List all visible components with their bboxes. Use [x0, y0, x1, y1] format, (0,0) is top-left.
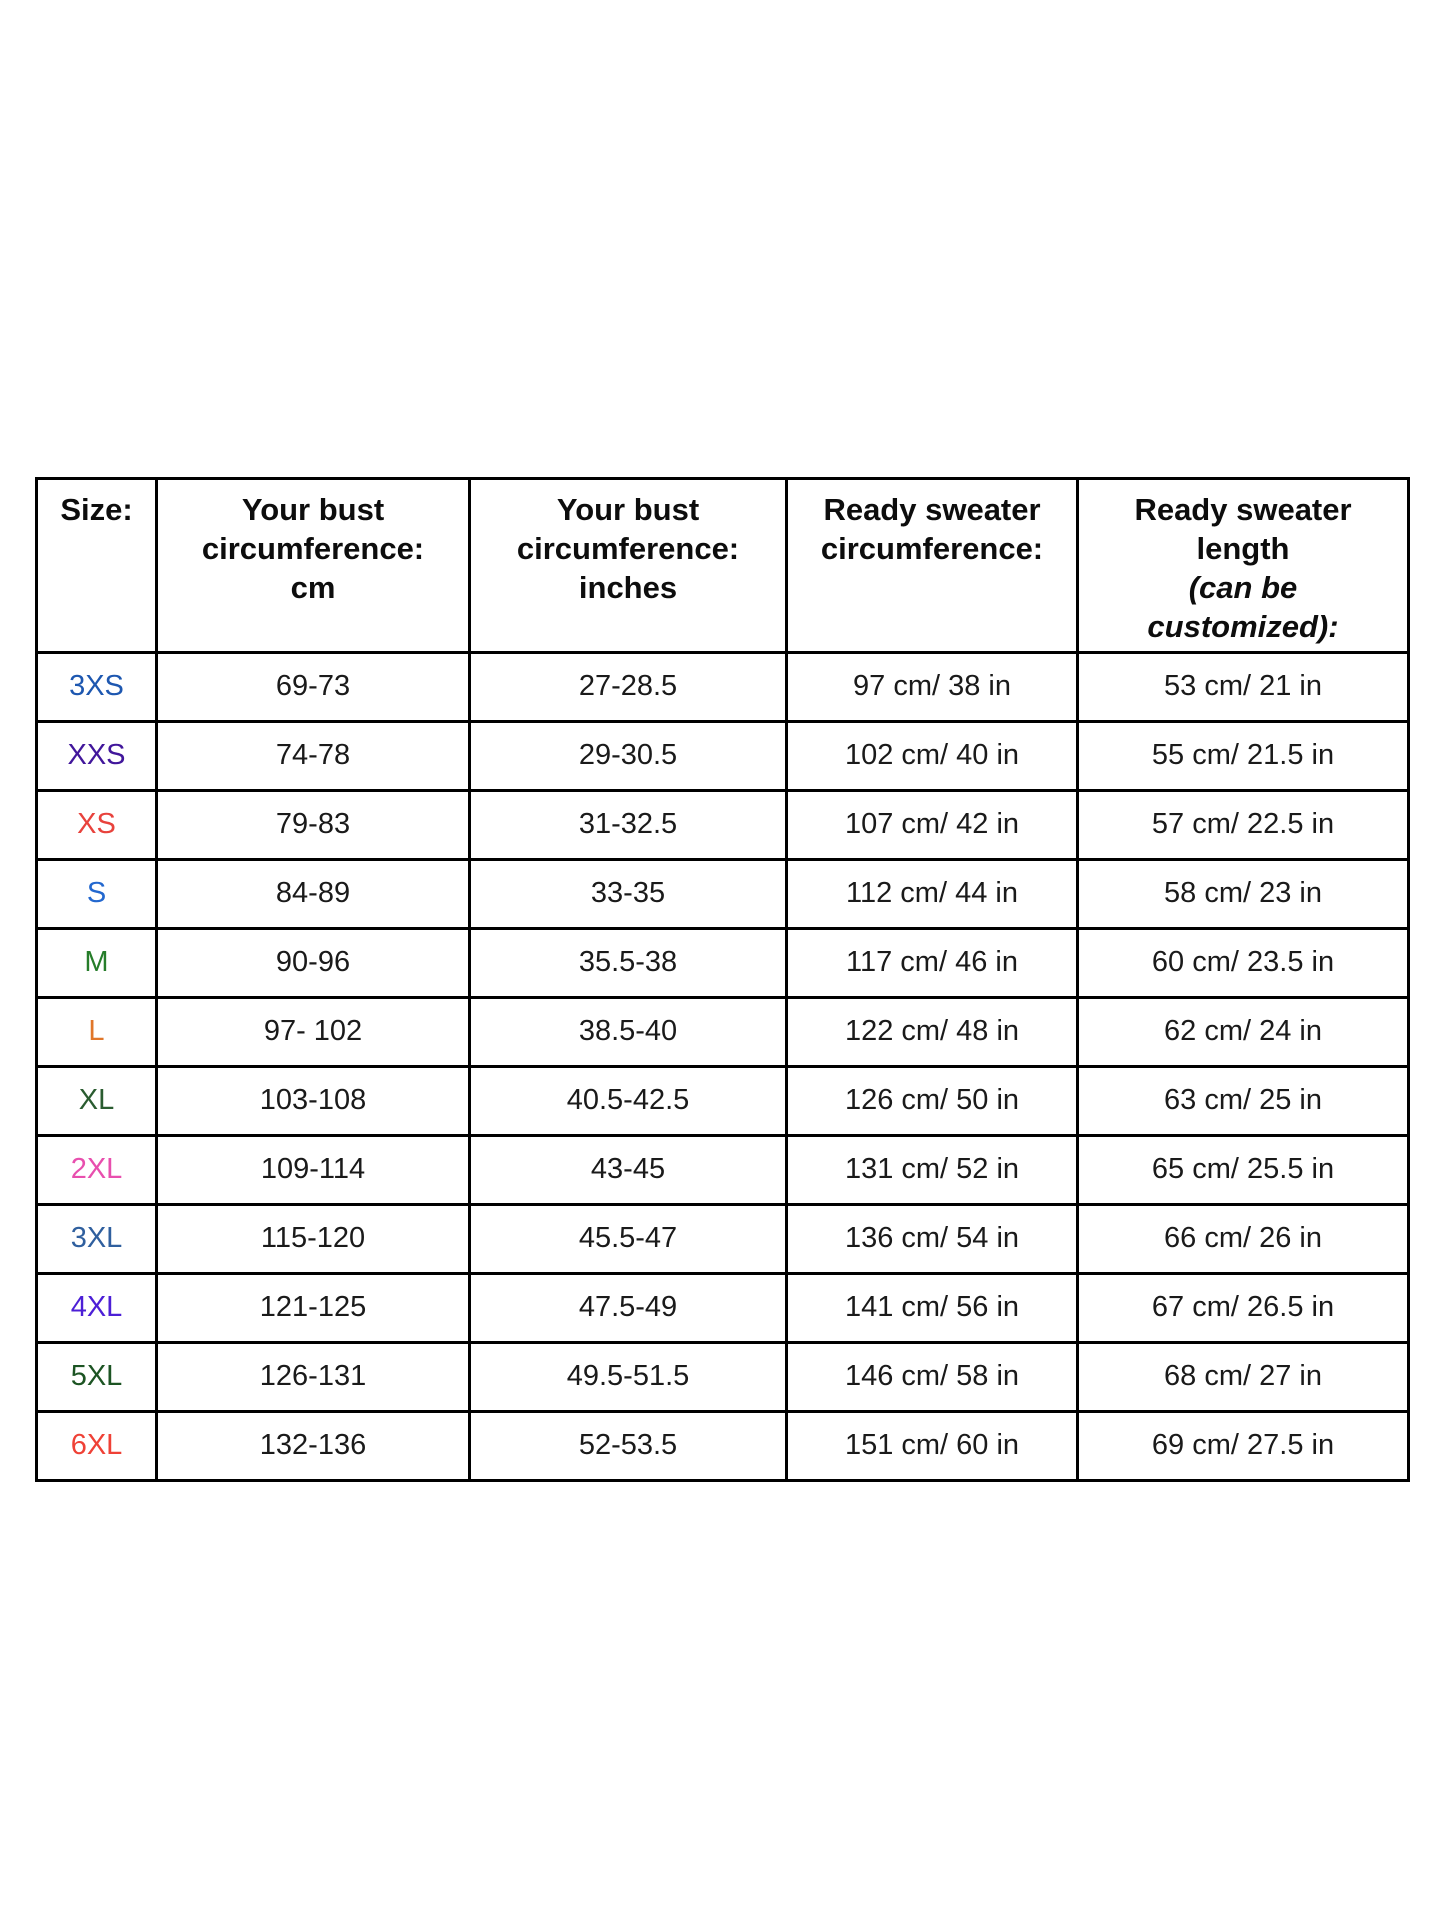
sweater-circumference-cell: 112 cm/ 44 in	[787, 860, 1078, 929]
sweater-length-cell: 55 cm/ 21.5 in	[1078, 722, 1409, 791]
bust-cm-cell: 103-108	[157, 1067, 470, 1136]
col-header-size	[37, 479, 157, 653]
table-row	[37, 653, 1409, 722]
bust-inches-cell: 47.5-49	[470, 1274, 787, 1343]
bust-inches-cell: 40.5-42.5	[470, 1067, 787, 1136]
bust-inches-cell: 29-30.5	[470, 722, 787, 791]
bust-cm-cell: 74-78	[157, 722, 470, 791]
sweater-length-cell: 65 cm/ 25.5 in	[1078, 1136, 1409, 1205]
sweater-length-cell: 63 cm/ 25 in	[1078, 1067, 1409, 1136]
table-row	[37, 860, 1409, 929]
sweater-length-cell: 60 cm/ 23.5 in	[1078, 929, 1409, 998]
table-row	[37, 1412, 1409, 1481]
bust-cm-cell: 97- 102	[157, 998, 470, 1067]
sweater-length-cell: 62 cm/ 24 in	[1078, 998, 1409, 1067]
header-line: Ready sweater	[1134, 492, 1352, 527]
sweater-circumference-cell: 122 cm/ 48 in	[787, 998, 1078, 1067]
sweater-circumference-cell: 126 cm/ 50 in	[787, 1067, 1078, 1136]
size-label: XS	[37, 791, 157, 860]
bust-inches-cell: 45.5-47	[470, 1205, 787, 1274]
col-header-bust-inches	[470, 479, 787, 653]
header-line: length	[1196, 531, 1290, 567]
col-header-sweater-circumference	[787, 479, 1078, 653]
size-label: 2XL	[37, 1136, 157, 1205]
table-row	[37, 1343, 1409, 1412]
table-row	[37, 722, 1409, 791]
header-row	[37, 479, 1409, 653]
sweater-length-cell: 66 cm/ 26 in	[1078, 1205, 1409, 1274]
bust-inches-cell: 35.5-38	[470, 929, 787, 998]
sweater-circumference-cell: 136 cm/ 54 in	[787, 1205, 1078, 1274]
sweater-length-cell: 69 cm/ 27.5 in	[1078, 1412, 1409, 1481]
table-row	[37, 1274, 1409, 1343]
col-header-sweater-length	[1078, 479, 1409, 653]
header-line: inches	[578, 570, 678, 606]
size-label: XL	[37, 1067, 157, 1136]
table-row	[37, 1067, 1409, 1136]
bust-inches-cell: 43-45	[470, 1136, 787, 1205]
size-label: XXS	[37, 722, 157, 791]
sweater-length-cell: 53 cm/ 21 in	[1078, 653, 1409, 722]
header-line-italic: customized):	[1147, 609, 1339, 645]
size-label: 3XL	[37, 1205, 157, 1274]
size-chart-table	[35, 477, 1410, 1482]
bust-cm-cell: 79-83	[157, 791, 470, 860]
size-label: 6XL	[37, 1412, 157, 1481]
header-line-italic: (can be	[1188, 570, 1298, 606]
sweater-length-cell: 57 cm/ 22.5 in	[1078, 791, 1409, 860]
bust-inches-cell: 31-32.5	[470, 791, 787, 860]
bust-cm-cell: 126-131	[157, 1343, 470, 1412]
header-line: Size:	[60, 492, 133, 527]
bust-inches-cell: 38.5-40	[470, 998, 787, 1067]
sweater-length-cell: 68 cm/ 27 in	[1078, 1343, 1409, 1412]
size-label: S	[37, 860, 157, 929]
bust-cm-cell: 132-136	[157, 1412, 470, 1481]
sweater-length-cell: 67 cm/ 26.5 in	[1078, 1274, 1409, 1343]
sweater-circumference-cell: 151 cm/ 60 in	[787, 1412, 1078, 1481]
bust-cm-cell: 69-73	[157, 653, 470, 722]
header-line: circumference:	[201, 531, 425, 567]
header-line: cm	[290, 570, 336, 606]
sweater-length-cell: 58 cm/ 23 in	[1078, 860, 1409, 929]
sweater-circumference-cell: 141 cm/ 56 in	[787, 1274, 1078, 1343]
header-line: Your bust	[241, 492, 385, 527]
col-header-bust-cm	[157, 479, 470, 653]
sweater-circumference-cell: 107 cm/ 42 in	[787, 791, 1078, 860]
bust-inches-cell: 27-28.5	[470, 653, 787, 722]
size-label: L	[37, 998, 157, 1067]
bust-inches-cell: 49.5-51.5	[470, 1343, 787, 1412]
sweater-circumference-cell: 117 cm/ 46 in	[787, 929, 1078, 998]
sweater-circumference-cell: 102 cm/ 40 in	[787, 722, 1078, 791]
bust-cm-cell: 121-125	[157, 1274, 470, 1343]
header-line: Your bust	[556, 492, 700, 527]
header-line: circumference:	[516, 531, 740, 567]
sweater-circumference-cell: 97 cm/ 38 in	[787, 653, 1078, 722]
sweater-circumference-cell: 146 cm/ 58 in	[787, 1343, 1078, 1412]
table-row	[37, 1205, 1409, 1274]
bust-inches-cell: 33-35	[470, 860, 787, 929]
header-line: circumference:	[820, 531, 1044, 567]
table-row	[37, 929, 1409, 998]
sweater-circumference-cell: 131 cm/ 52 in	[787, 1136, 1078, 1205]
size-label: 4XL	[37, 1274, 157, 1343]
bust-cm-cell: 84-89	[157, 860, 470, 929]
header-line: Ready sweater	[823, 492, 1041, 527]
bust-cm-cell: 90-96	[157, 929, 470, 998]
table-row	[37, 1136, 1409, 1205]
table-row	[37, 998, 1409, 1067]
size-label: 3XS	[37, 653, 157, 722]
size-label: M	[37, 929, 157, 998]
bust-cm-cell: 109-114	[157, 1136, 470, 1205]
bust-cm-cell: 115-120	[157, 1205, 470, 1274]
table-row	[37, 791, 1409, 860]
bust-inches-cell: 52-53.5	[470, 1412, 787, 1481]
size-label: 5XL	[37, 1343, 157, 1412]
